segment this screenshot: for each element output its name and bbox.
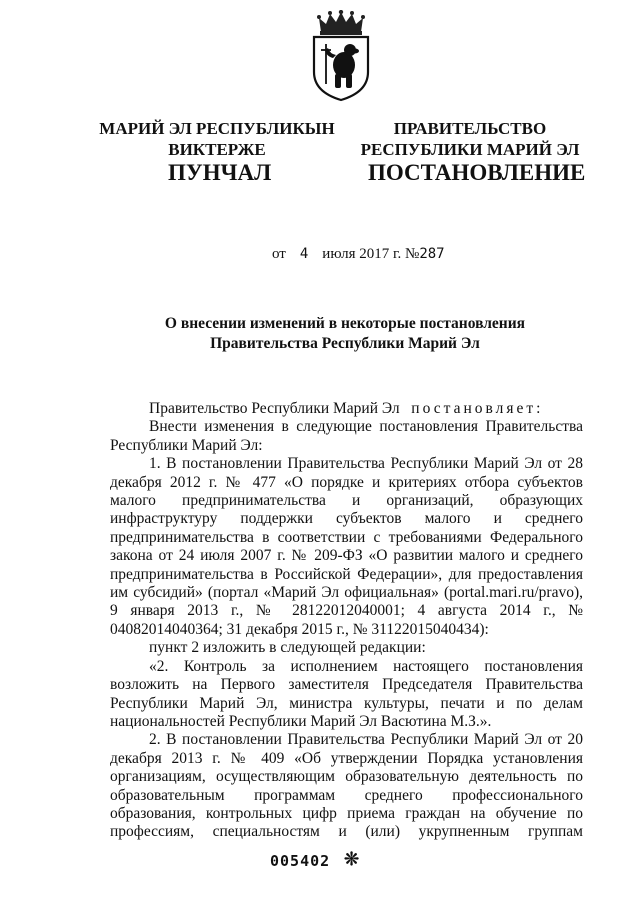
body-paragraph-0 [110,400,583,418]
crown-icon [317,10,365,35]
body-paragraph-1: Внести изменения в следующие постановления Правительства Республики Марий Эл: [110,418,583,454]
date-day: 4 [299,246,309,262]
header-left-line1: МАРИЙ ЭЛ РЕСПУБЛИКЫН [99,119,335,138]
body-paragraph-3: пункт 2 изложить в следующей редакции: [149,639,426,657]
header-right-line1: ПРАВИТЕЛЬСТВО [393,119,547,138]
document-title [110,314,580,354]
header-left-title: ПУНЧАЛ [168,160,272,185]
date-month-year: июля 2017 г. № [322,246,420,262]
header-right-line2: РЕСПУБЛИКИ МАРИЙ ЭЛ [360,140,580,159]
serial-number: 005402 [270,852,331,870]
title-line2: Правительства Республики Марий Эл [210,335,480,352]
body-paragraph-4: «2. Контроль за исполнением настоящего постановления возложить на Первого заместителя Председателя Правительства Республики Марий Эл, министра культуры, печати и по делам национальностей Республики Марий Эл Васютина М.З.». [110,657,583,730]
header-left-line2: ВИКТЕРЖЕ [168,140,266,159]
decree-number: 287 [419,246,445,262]
body-p0-text: Правительство Республики Марий Эл [149,400,400,417]
header-right-title: ПОСТАНОВЛЕНИЕ [368,160,586,185]
document-body [110,400,583,842]
date-prefix: от [272,246,286,262]
date-line [272,246,445,263]
body-paragraph-2: 1. В постановлении Правительства Республики Марий Эл от 28 декабря 2012 г. № 477 «О порядке и критериях отбора субъектов малого предпринимательства и организаций, образующих инфраструктуру поддержки субъектов малого и среднего предпринимательства в соответствии с требованиями Федерального закона от 24 июля 2007 г. № 209-ФЗ «О развитии малого и среднего предпринимательства в Российской Федерации», для предоставления им субсидий» (портал «Марий Эл официальная» (portal.mari.ru/pravo), 9 января 2013 г., № 28122012040001; 4 августа 2014 г., № 04082014040364; 31 декабря 2015 г., № 31122015040434): [110,455,583,638]
title-line1: О внесении изменений в некоторые постановления [164,315,526,332]
body-paragraph-5: 2. В постановлении Правительства Республики Марий Эл от 20 декабря 2013 г. № 409 «Об утверждении Порядка установления организациям, осуществляющим образовательную деятельность по образовательным программам среднего профессионального образования, контрольных цифр приема граждан на обучение по профессиям, специальностям и (или) укрупненным группам [110,731,583,841]
header-right-block [350,118,590,160]
coat-of-arms-emblem [308,10,374,102]
footer-asterisk-icon: ❊ [344,849,360,869]
body-p0-spaced: постановляет: [411,400,544,417]
header-left-block [98,118,336,160]
